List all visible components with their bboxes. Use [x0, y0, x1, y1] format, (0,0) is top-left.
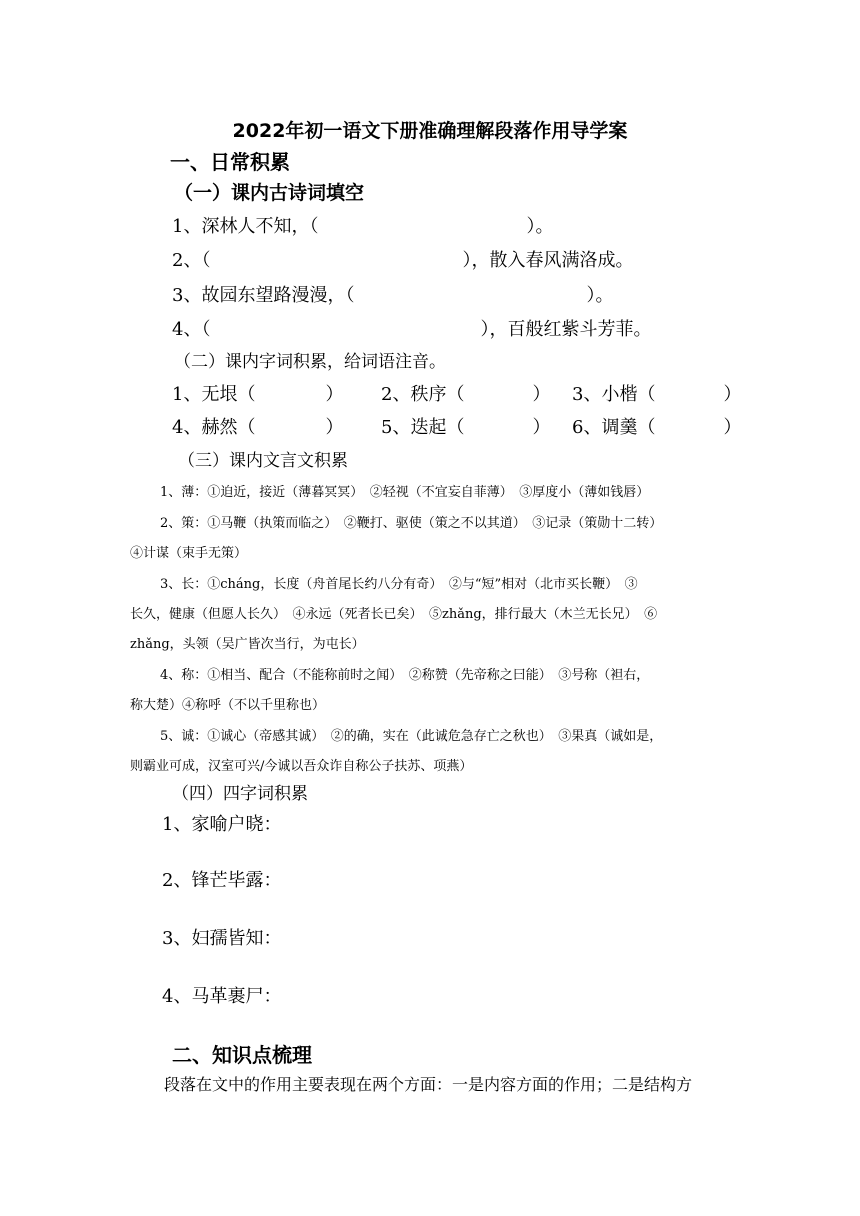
note-line: 则霸业可成，汉室可兴/今诚以吾众诈自称公子扶苏、项燕）	[130, 759, 473, 774]
idiom-item: 1、家喻户晓：	[162, 814, 282, 835]
note-line: zhǎng，头领（吴广皆次当行，为屯长）	[130, 637, 365, 652]
word-item-3: 3、小楷（ ）	[572, 384, 742, 405]
part1-heading: （一）课内古诗词填空	[174, 182, 365, 204]
note-line: 4、称：①相当、配合（不能称前时之闻） ②称赞（先帝称之曰能） ③号称（袒右，	[160, 668, 650, 683]
note-line: 长久，健康（但愿人长久） ④永远（死者长已矣） ⑤zhǎng，排行最大（木兰无长兄） ⑥	[130, 607, 658, 622]
note-line: 称大楚）④称呼（不以千里称也）	[130, 698, 326, 713]
word-item-5: 5、迭起（ ）	[381, 417, 551, 438]
note-line: ④计谋（束手无策）	[130, 546, 248, 561]
idiom-item: 3、妇孺皆知：	[162, 928, 282, 949]
word-item-4: 4、赫然（ ）	[172, 417, 344, 438]
note-line: 1、薄：①迫近，接近（薄暮冥冥） ②轻视（不宜妄自菲薄） ③厚度小（薄如钱唇）	[160, 485, 650, 500]
word-item-2: 2、秩序（ ）	[381, 384, 551, 405]
part4-heading: （四）四字词积累	[172, 784, 308, 804]
poem-item-3: 3、故园东望路漫漫，（ ）。	[172, 285, 614, 306]
poem-item-2: 2、（ ），散入春风满洛成。	[172, 250, 634, 271]
poem-item-4: 4、（ ），百般红紫斗芳菲。	[172, 319, 652, 340]
part3-heading: （三）课内文言文积累	[178, 451, 348, 471]
word-item-6: 6、调羹（ ）	[572, 417, 742, 438]
document-title: 2022年初一语文下册准确理解段落作用导学案	[232, 120, 628, 142]
word-item-1: 1、无垠（ ）	[172, 384, 344, 405]
idiom-item: 2、锋芒毕露：	[162, 870, 282, 891]
poem-item-1: 1、深林人不知，（ ）。	[172, 216, 554, 237]
section2-heading: 二、知识点梳理	[172, 1043, 312, 1067]
section2-paragraph: 段落在文中的作用主要表现在两个方面：一是内容方面的作用；二是结构方	[164, 1075, 693, 1094]
part2-heading: （二）课内字词积累，给词语注音。	[174, 352, 446, 372]
note-line: 5、诚：①诚心（帝感其诚） ②的确，实在（此诚危急存亡之秋也） ③果真（诚如是，	[160, 729, 663, 744]
note-line: 3、长：①cháng，长度（舟首尾长约八分有奇） ②与“短”相对（北市买长鞭） ③	[160, 577, 638, 592]
note-line: 2、策：①马鞭（执策而临之） ②鞭打、驱使（策之不以其道） ③记录（策勋十二转）	[160, 516, 663, 531]
idiom-item: 4、马革裹尸：	[162, 986, 282, 1007]
section1-heading: 一、日常积累	[170, 150, 290, 174]
